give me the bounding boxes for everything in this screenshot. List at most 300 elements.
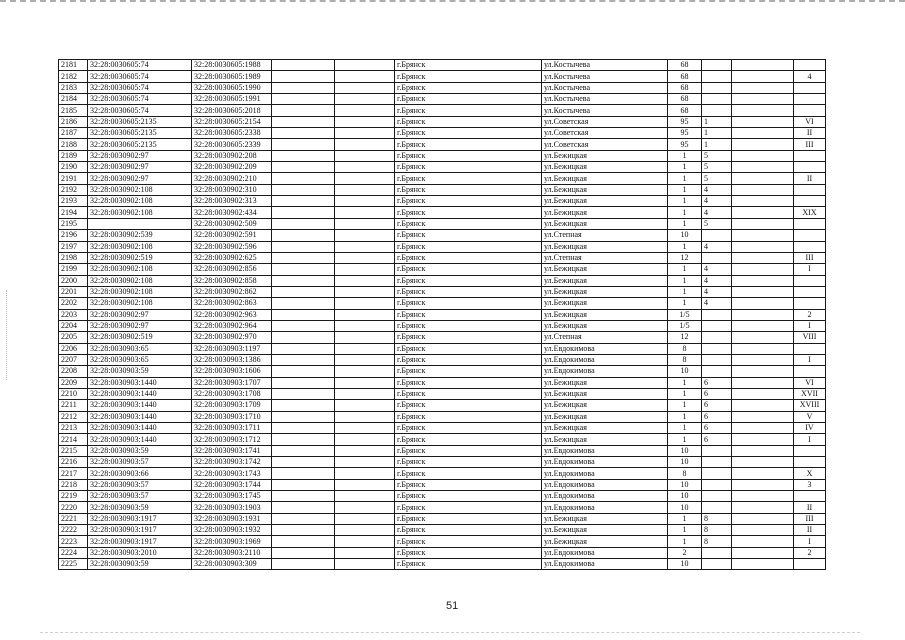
table-row	[59, 162, 826, 173]
city-cell: г.Брянск	[395, 354, 542, 365]
table-row	[59, 252, 826, 263]
table-row	[59, 457, 826, 468]
empty-cell	[335, 116, 395, 127]
city-cell: г.Брянск	[395, 218, 542, 229]
house-number-cell: 10	[668, 479, 702, 490]
cadastral-number-cell: 32:28:0030902:863	[192, 298, 272, 309]
room-number-cell: II	[794, 502, 826, 513]
cadastral-number-cell: 32:28:0030902:434	[192, 207, 272, 218]
building-cell	[702, 547, 732, 558]
empty-cell	[272, 264, 335, 275]
city-cell: г.Брянск	[395, 116, 542, 127]
cadastral-number-cell: 32:28:0030605:1990	[192, 82, 272, 93]
house-number-cell: 10	[668, 230, 702, 241]
cadastral-number-cell: 32:28:0030903:1744	[192, 479, 272, 490]
table-row	[59, 60, 826, 71]
building-cell	[702, 320, 732, 331]
empty-cell	[272, 128, 335, 139]
building-cell	[702, 94, 732, 105]
street-cell: ул.Евдокимова	[542, 491, 668, 502]
empty-cell	[272, 298, 335, 309]
house-number-cell: 1	[668, 377, 702, 388]
row-number-cell: 2193	[59, 196, 88, 207]
empty-cell	[732, 162, 794, 173]
parent-cadastral-cell	[88, 218, 192, 229]
empty-cell	[272, 184, 335, 195]
table-row	[59, 184, 826, 195]
cadastral-number-cell: 32:28:0030903:1709	[192, 400, 272, 411]
empty-cell	[335, 400, 395, 411]
room-number-cell	[794, 105, 826, 116]
empty-cell	[335, 218, 395, 229]
house-number-cell: 1	[668, 196, 702, 207]
house-number-cell: 1/5	[668, 320, 702, 331]
city-cell: г.Брянск	[395, 82, 542, 93]
empty-cell	[272, 479, 335, 490]
empty-cell	[335, 275, 395, 286]
row-number-cell: 2204	[59, 320, 88, 331]
table-row	[59, 71, 826, 82]
row-number-cell: 2182	[59, 71, 88, 82]
cadastral-number-cell: 32:28:0030902:310	[192, 184, 272, 195]
city-cell: г.Брянск	[395, 377, 542, 388]
parent-cadastral-cell: 32:28:0030903:1440	[88, 423, 192, 434]
room-number-cell: 2	[794, 309, 826, 320]
room-number-cell: 4	[794, 71, 826, 82]
table-row	[59, 286, 826, 297]
room-number-cell: I	[794, 264, 826, 275]
cadastral-number-cell: 32:28:0030903:1711	[192, 423, 272, 434]
table-row	[59, 82, 826, 93]
room-number-cell	[794, 343, 826, 354]
row-number-cell: 2197	[59, 241, 88, 252]
empty-cell	[732, 457, 794, 468]
empty-cell	[732, 423, 794, 434]
street-cell: ул.Костычева	[542, 60, 668, 71]
street-cell: ул.Степная	[542, 252, 668, 263]
empty-cell	[732, 196, 794, 207]
city-cell: г.Брянск	[395, 513, 542, 524]
cadastral-number-cell: 32:28:0030903:1386	[192, 354, 272, 365]
cadastral-number-cell: 32:28:0030902:596	[192, 241, 272, 252]
cadastral-number-cell: 32:28:0030903:1707	[192, 377, 272, 388]
building-cell: 4	[702, 264, 732, 275]
parent-cadastral-cell: 32:28:0030605:2135	[88, 116, 192, 127]
table-row	[59, 491, 826, 502]
street-cell: ул.Бежицкая	[542, 184, 668, 195]
empty-cell	[272, 173, 335, 184]
empty-cell	[335, 173, 395, 184]
empty-cell	[732, 434, 794, 445]
empty-cell	[335, 513, 395, 524]
row-number-cell: 2181	[59, 60, 88, 71]
building-cell: 4	[702, 275, 732, 286]
house-number-cell: 1/5	[668, 309, 702, 320]
building-cell	[702, 105, 732, 116]
room-number-cell: III	[794, 513, 826, 524]
empty-cell	[335, 434, 395, 445]
empty-cell	[335, 241, 395, 252]
parent-cadastral-cell: 32:28:0030902:97	[88, 162, 192, 173]
street-cell: ул.Бежицкая	[542, 173, 668, 184]
empty-cell	[335, 445, 395, 456]
cadastral-number-cell: 32:28:0030903:2110	[192, 547, 272, 558]
table-row	[59, 513, 826, 524]
city-cell: г.Брянск	[395, 105, 542, 116]
cadastral-number-cell: 32:28:0030902:858	[192, 275, 272, 286]
parent-cadastral-cell: 32:28:0030903:1440	[88, 388, 192, 399]
room-number-cell: I	[794, 536, 826, 547]
scan-edge-top	[0, 0, 905, 6]
empty-cell	[272, 423, 335, 434]
empty-cell	[732, 264, 794, 275]
room-number-cell	[794, 457, 826, 468]
house-number-cell: 95	[668, 139, 702, 150]
parent-cadastral-cell: 32:28:0030605:74	[88, 105, 192, 116]
cadastral-number-cell: 32:28:0030902:856	[192, 264, 272, 275]
room-number-cell: XVIII	[794, 400, 826, 411]
room-number-cell	[794, 162, 826, 173]
city-cell: г.Брянск	[395, 196, 542, 207]
building-cell	[702, 71, 732, 82]
row-number-cell: 2191	[59, 173, 88, 184]
parent-cadastral-cell: 32:28:0030903:2010	[88, 547, 192, 558]
house-number-cell: 1	[668, 162, 702, 173]
house-number-cell: 8	[668, 343, 702, 354]
parent-cadastral-cell: 32:28:0030902:97	[88, 320, 192, 331]
house-number-cell: 1	[668, 434, 702, 445]
cadastral-number-cell: 32:28:0030605:1989	[192, 71, 272, 82]
room-number-cell: III	[794, 252, 826, 263]
empty-cell	[335, 354, 395, 365]
table-row	[59, 173, 826, 184]
empty-cell	[732, 343, 794, 354]
parent-cadastral-cell: 32:28:0030902:519	[88, 252, 192, 263]
row-number-cell: 2187	[59, 128, 88, 139]
building-cell	[702, 332, 732, 343]
empty-cell	[732, 411, 794, 422]
house-number-cell: 68	[668, 71, 702, 82]
house-number-cell: 8	[668, 468, 702, 479]
empty-cell	[732, 139, 794, 150]
row-number-cell: 2192	[59, 184, 88, 195]
table-row	[59, 354, 826, 365]
cadastral-number-cell: 32:28:0030903:1743	[192, 468, 272, 479]
parent-cadastral-cell: 32:28:0030902:108	[88, 275, 192, 286]
city-cell: г.Брянск	[395, 491, 542, 502]
row-number-cell: 2201	[59, 286, 88, 297]
room-number-cell	[794, 286, 826, 297]
city-cell: г.Брянск	[395, 139, 542, 150]
street-cell: ул.Бежицкая	[542, 218, 668, 229]
room-number-cell	[794, 445, 826, 456]
empty-cell	[335, 559, 395, 570]
row-number-cell: 2186	[59, 116, 88, 127]
cadastral-number-cell: 32:28:0030903:309	[192, 559, 272, 570]
empty-cell	[335, 196, 395, 207]
row-number-cell: 2219	[59, 491, 88, 502]
row-number-cell: 2215	[59, 445, 88, 456]
street-cell: ул.Евдокимова	[542, 445, 668, 456]
empty-cell	[272, 366, 335, 377]
street-cell: ул.Бежицкая	[542, 309, 668, 320]
street-cell: ул.Бежицкая	[542, 275, 668, 286]
street-cell: ул.Бежицкая	[542, 241, 668, 252]
empty-cell	[272, 60, 335, 71]
cadastral-number-cell: 32:28:0030903:1745	[192, 491, 272, 502]
city-cell: г.Брянск	[395, 502, 542, 513]
street-cell: ул.Бежицкая	[542, 525, 668, 536]
parent-cadastral-cell: 32:28:0030605:2135	[88, 128, 192, 139]
empty-cell	[272, 502, 335, 513]
table-row	[59, 502, 826, 513]
city-cell: г.Брянск	[395, 559, 542, 570]
building-cell: 6	[702, 423, 732, 434]
registry-table	[58, 59, 826, 570]
cadastral-number-cell: 32:28:0030605:2339	[192, 139, 272, 150]
empty-cell	[732, 388, 794, 399]
empty-cell	[335, 105, 395, 116]
city-cell: г.Брянск	[395, 332, 542, 343]
city-cell: г.Брянск	[395, 400, 542, 411]
building-cell: 8	[702, 525, 732, 536]
street-cell: ул.Бежицкая	[542, 207, 668, 218]
building-cell: 4	[702, 241, 732, 252]
row-number-cell: 2184	[59, 94, 88, 105]
room-number-cell: II	[794, 173, 826, 184]
empty-cell	[732, 207, 794, 218]
empty-cell	[272, 536, 335, 547]
street-cell: ул.Евдокимова	[542, 468, 668, 479]
empty-cell	[732, 525, 794, 536]
street-cell: ул.Евдокимова	[542, 479, 668, 490]
building-cell	[702, 457, 732, 468]
empty-cell	[732, 377, 794, 388]
empty-cell	[272, 94, 335, 105]
empty-cell	[335, 536, 395, 547]
row-number-cell: 2225	[59, 559, 88, 570]
row-number-cell: 2205	[59, 332, 88, 343]
cadastral-number-cell: 32:28:0030605:1991	[192, 94, 272, 105]
city-cell: г.Брянск	[395, 411, 542, 422]
cadastral-number-cell: 32:28:0030903:1712	[192, 434, 272, 445]
empty-cell	[732, 445, 794, 456]
empty-cell	[272, 457, 335, 468]
empty-cell	[272, 320, 335, 331]
empty-cell	[335, 320, 395, 331]
building-cell: 4	[702, 298, 732, 309]
building-cell	[702, 60, 732, 71]
parent-cadastral-cell: 32:28:0030903:1917	[88, 513, 192, 524]
street-cell: ул.Бежицкая	[542, 400, 668, 411]
city-cell: г.Брянск	[395, 423, 542, 434]
street-cell: ул.Бежицкая	[542, 298, 668, 309]
parent-cadastral-cell: 32:28:0030903:1917	[88, 525, 192, 536]
empty-cell	[272, 513, 335, 524]
empty-cell	[732, 241, 794, 252]
room-number-cell: III	[794, 139, 826, 150]
row-number-cell: 2189	[59, 150, 88, 161]
cadastral-number-cell: 32:28:0030902:964	[192, 320, 272, 331]
building-cell	[702, 445, 732, 456]
empty-cell	[335, 343, 395, 354]
parent-cadastral-cell: 32:28:0030903:65	[88, 343, 192, 354]
room-number-cell: II	[794, 525, 826, 536]
building-cell: 5	[702, 218, 732, 229]
cadastral-number-cell: 32:28:0030902:210	[192, 173, 272, 184]
city-cell: г.Брянск	[395, 536, 542, 547]
empty-cell	[272, 354, 335, 365]
room-number-cell: XVII	[794, 388, 826, 399]
house-number-cell: 1	[668, 423, 702, 434]
house-number-cell: 2	[668, 547, 702, 558]
street-cell: ул.Бежицкая	[542, 513, 668, 524]
row-number-cell: 2188	[59, 139, 88, 150]
empty-cell	[272, 275, 335, 286]
empty-cell	[335, 71, 395, 82]
empty-cell	[335, 128, 395, 139]
room-number-cell	[794, 94, 826, 105]
row-number-cell: 2214	[59, 434, 88, 445]
table-row	[59, 377, 826, 388]
city-cell: г.Брянск	[395, 150, 542, 161]
empty-cell	[732, 82, 794, 93]
building-cell: 4	[702, 196, 732, 207]
parent-cadastral-cell: 32:28:0030903:1440	[88, 434, 192, 445]
empty-cell	[272, 286, 335, 297]
cadastral-number-cell: 32:28:0030903:1197	[192, 343, 272, 354]
registry-body	[59, 60, 826, 570]
room-number-cell: VI	[794, 377, 826, 388]
house-number-cell: 1	[668, 400, 702, 411]
house-number-cell: 1	[668, 286, 702, 297]
empty-cell	[335, 286, 395, 297]
empty-cell	[335, 162, 395, 173]
house-number-cell: 1	[668, 241, 702, 252]
street-cell: ул.Бежицкая	[542, 434, 668, 445]
empty-cell	[732, 547, 794, 558]
building-cell	[702, 230, 732, 241]
empty-cell	[272, 252, 335, 263]
city-cell: г.Брянск	[395, 241, 542, 252]
empty-cell	[732, 116, 794, 127]
room-number-cell	[794, 491, 826, 502]
empty-cell	[272, 411, 335, 422]
table-row	[59, 116, 826, 127]
row-number-cell: 2223	[59, 536, 88, 547]
city-cell: г.Брянск	[395, 309, 542, 320]
house-number-cell: 10	[668, 445, 702, 456]
parent-cadastral-cell: 32:28:0030902:97	[88, 173, 192, 184]
table-row	[59, 298, 826, 309]
empty-cell	[732, 491, 794, 502]
building-cell	[702, 366, 732, 377]
city-cell: г.Брянск	[395, 128, 542, 139]
table-row	[59, 94, 826, 105]
empty-cell	[335, 388, 395, 399]
empty-cell	[732, 479, 794, 490]
street-cell: ул.Бежицкая	[542, 536, 668, 547]
cadastral-number-cell: 32:28:0030903:1931	[192, 513, 272, 524]
row-number-cell: 2207	[59, 354, 88, 365]
row-number-cell: 2202	[59, 298, 88, 309]
empty-cell	[272, 150, 335, 161]
cadastral-number-cell: 32:28:0030903:1708	[192, 388, 272, 399]
building-cell: 6	[702, 388, 732, 399]
empty-cell	[732, 286, 794, 297]
parent-cadastral-cell: 32:28:0030903:66	[88, 468, 192, 479]
room-number-cell	[794, 60, 826, 71]
building-cell: 1	[702, 128, 732, 139]
table-row	[59, 241, 826, 252]
row-number-cell: 2217	[59, 468, 88, 479]
city-cell: г.Брянск	[395, 388, 542, 399]
building-cell	[702, 309, 732, 320]
table-row	[59, 150, 826, 161]
city-cell: г.Брянск	[395, 468, 542, 479]
city-cell: г.Брянск	[395, 60, 542, 71]
street-cell: ул.Степная	[542, 332, 668, 343]
city-cell: г.Брянск	[395, 366, 542, 377]
row-number-cell: 2209	[59, 377, 88, 388]
parent-cadastral-cell: 32:28:0030902:97	[88, 309, 192, 320]
parent-cadastral-cell: 32:28:0030903:1917	[88, 536, 192, 547]
city-cell: г.Брянск	[395, 434, 542, 445]
house-number-cell: 1	[668, 173, 702, 184]
empty-cell	[732, 559, 794, 570]
city-cell: г.Брянск	[395, 230, 542, 241]
building-cell	[702, 502, 732, 513]
table-row	[59, 388, 826, 399]
parent-cadastral-cell: 32:28:0030902:108	[88, 264, 192, 275]
building-cell	[702, 559, 732, 570]
empty-cell	[732, 468, 794, 479]
table-row	[59, 547, 826, 558]
parent-cadastral-cell: 32:28:0030902:108	[88, 207, 192, 218]
empty-cell	[335, 252, 395, 263]
building-cell: 5	[702, 150, 732, 161]
row-number-cell: 2220	[59, 502, 88, 513]
empty-cell	[272, 116, 335, 127]
empty-cell	[335, 230, 395, 241]
parent-cadastral-cell: 32:28:0030903:59	[88, 366, 192, 377]
cadastral-number-cell: 32:28:0030902:208	[192, 150, 272, 161]
cadastral-number-cell: 32:28:0030902:963	[192, 309, 272, 320]
table-row	[59, 264, 826, 275]
parent-cadastral-cell: 32:28:0030903:59	[88, 502, 192, 513]
room-number-cell: XIX	[794, 207, 826, 218]
house-number-cell: 12	[668, 332, 702, 343]
parent-cadastral-cell: 32:28:0030902:108	[88, 196, 192, 207]
house-number-cell: 10	[668, 559, 702, 570]
empty-cell	[335, 468, 395, 479]
empty-cell	[335, 82, 395, 93]
empty-cell	[272, 547, 335, 558]
city-cell: г.Брянск	[395, 252, 542, 263]
empty-cell	[732, 60, 794, 71]
empty-cell	[272, 241, 335, 252]
table-row	[59, 343, 826, 354]
cadastral-number-cell: 32:28:0030605:2154	[192, 116, 272, 127]
room-number-cell	[794, 150, 826, 161]
city-cell: г.Брянск	[395, 207, 542, 218]
house-number-cell: 1	[668, 275, 702, 286]
cadastral-number-cell: 32:28:0030902:862	[192, 286, 272, 297]
city-cell: г.Брянск	[395, 343, 542, 354]
street-cell: ул.Бежицкая	[542, 196, 668, 207]
street-cell: ул.Бежицкая	[542, 162, 668, 173]
street-cell: ул.Евдокимова	[542, 354, 668, 365]
